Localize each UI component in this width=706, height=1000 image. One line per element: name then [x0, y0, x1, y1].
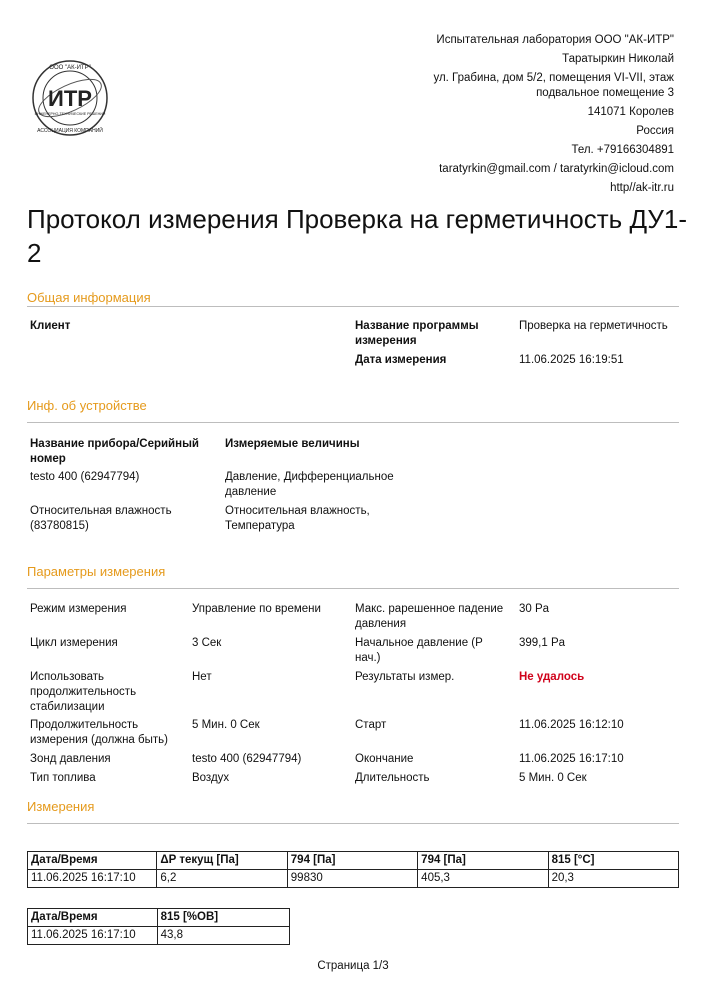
table-cell: 20,3 [548, 870, 678, 888]
mode-label: Режим измерения [30, 603, 127, 615]
device-name: testo 400 (62947794) [30, 471, 140, 483]
page-title: Протокол измерения Проверка на герметичность ДУ1-2 [27, 204, 687, 268]
email: taratyrkin@gmail.com / taratyrkin@icloud.com [439, 163, 674, 175]
table-header-cell: Дата/Время [28, 909, 158, 927]
table-header-row [28, 852, 679, 870]
table-cell: 6,2 [157, 870, 287, 888]
table-header-cell: Дата/Время [28, 852, 157, 870]
duration-value: 5 Мин. 0 Сек [192, 719, 260, 731]
client-label: Клиент [30, 320, 71, 332]
max-drop-value: 30 Pa [519, 603, 550, 615]
table-cell: 11.06.2025 16:17:10 [28, 870, 157, 888]
section-divider [27, 823, 679, 824]
city: 141071 Королев [587, 106, 674, 118]
lab-name: Испытательная лаборатория ООО "АК-ИТР" [436, 34, 674, 46]
section-title-measurements: Измерения [27, 799, 95, 814]
duration-label: Продолжительность измерения (должна быть) [30, 719, 168, 746]
table-header-cell: 815 [°C] [548, 852, 678, 870]
length-value: 5 Мин. 0 Сек [519, 772, 587, 784]
initial-pressure-value: 399,1 Pa [519, 637, 566, 649]
section-title-device: Инф. об устройстве [27, 398, 147, 413]
measurements-table-1 [27, 851, 679, 888]
cycle-label: Цикл измерения [30, 637, 118, 649]
program-label: Название программы измерения [355, 320, 479, 347]
result-label: Результаты измер. [355, 671, 455, 683]
section-divider [27, 306, 679, 307]
initial-pressure-label: Начальное давление (Р нач.) [355, 637, 483, 664]
fuel-value: Воздух [192, 772, 230, 784]
end-label: Окончание [355, 753, 414, 765]
length-label: Длительность [355, 772, 430, 784]
table-cell: 11.06.2025 16:17:10 [28, 927, 158, 945]
stabilization-label: Использовать продолжительность стабилизации [30, 671, 137, 713]
date-value: 11.06.2025 16:19:51 [519, 354, 624, 366]
section-divider [27, 588, 679, 589]
table-row [28, 870, 679, 888]
contact-person: Таратыркин Николай [562, 53, 674, 65]
table-cell: 43,8 [157, 927, 289, 945]
probe-label: Зонд давления [30, 753, 111, 765]
table-header-cell: 815 [%ОВ] [157, 909, 289, 927]
page-number: Страница 1/3 [317, 960, 389, 972]
table-cell: 99830 [287, 870, 417, 888]
logo-text-top: ООО "АК-ИТР" [49, 65, 91, 71]
logo-text-arc: ИНЖЕНЕРНО-ТЕХНИЧЕСКИЕ РЕШЕНИЯ [34, 112, 106, 116]
company-info [344, 33, 674, 200]
table-header-cell: ΔP текущ [Па] [157, 852, 287, 870]
company-logo [30, 58, 110, 138]
end-value: 11.06.2025 16:17:10 [519, 753, 624, 765]
device-col2-header: Измеряемые величины [225, 438, 360, 450]
address-line-2: подвальное помещение 3 [536, 87, 674, 99]
device-name: Относительная влажность (83780815) [30, 505, 172, 532]
measurements-table-2 [27, 908, 290, 945]
device-quantities: Относительная влажность, Температура [225, 505, 370, 532]
device-quantities: Давление, Дифференциальное давление [225, 471, 394, 498]
logo-text-bottom: АССОЦИАЦИЯ КОМПАНИЙ [37, 128, 103, 134]
section-title-general: Общая информация [27, 290, 151, 305]
address-line-1: ул. Грабина, дом 5/2, помещения VI-VII, этаж [433, 72, 674, 84]
device-col1-header: Название прибора/Серийный номер [30, 438, 199, 465]
logo-text-mid: ИТР [48, 86, 92, 111]
table-cell: 405,3 [418, 870, 548, 888]
start-value: 11.06.2025 16:12:10 [519, 719, 624, 731]
table-header-row [28, 909, 290, 927]
phone: Тел. +79166304891 [571, 144, 674, 156]
table-header-cell: 794 [Па] [287, 852, 417, 870]
stabilization-value: Нет [192, 671, 212, 683]
start-label: Старт [355, 719, 387, 731]
section-divider [27, 422, 679, 423]
date-label: Дата измерения [355, 354, 447, 366]
program-value: Проверка на герметичность [519, 320, 668, 332]
country: Россия [636, 125, 674, 137]
cycle-value: 3 Сек [192, 637, 222, 649]
fuel-label: Тип топлива [30, 772, 96, 784]
table-header-cell: 794 [Па] [418, 852, 548, 870]
probe-value: testo 400 (62947794) [192, 753, 302, 765]
max-drop-label: Макс. рарешенное падение давления [355, 603, 504, 630]
website: http//ak-itr.ru [610, 182, 674, 194]
result-value: Не удалось [519, 671, 585, 683]
table-row [28, 927, 290, 945]
section-title-params: Параметры измерения [27, 564, 166, 579]
mode-value: Управление по времени [192, 603, 321, 615]
